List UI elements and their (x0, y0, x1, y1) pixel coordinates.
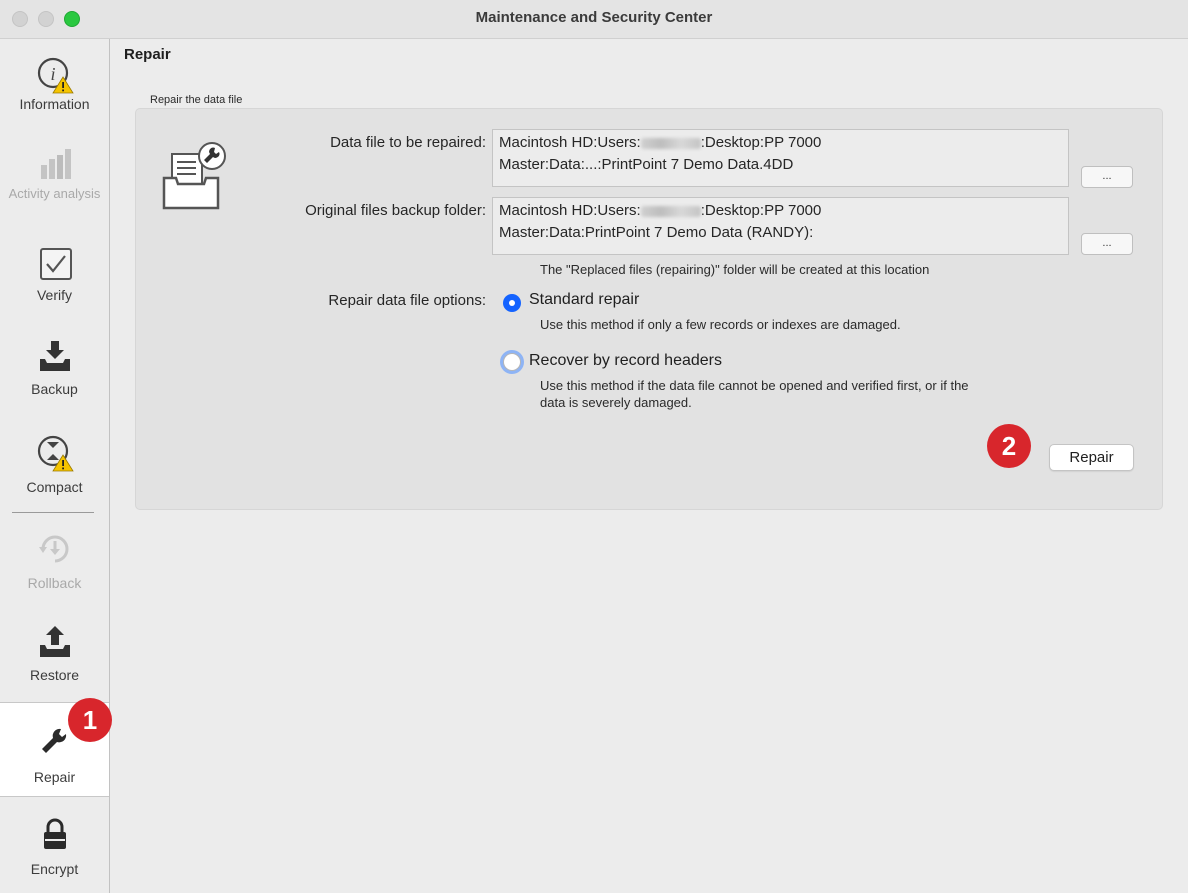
section-title: Repair (124, 46, 171, 63)
sidebar-item-backup[interactable] (0, 337, 109, 397)
repair-options-label: Repair data file options: (328, 292, 486, 309)
information-warning-icon (35, 55, 75, 95)
sidebar-item-encrypt[interactable] (0, 817, 109, 877)
sidebar-item-rollback (0, 529, 109, 591)
record-headers-desc-line1: Use this method if the data file cannot be opened and verified first, or if the (540, 378, 969, 393)
sidebar-item-label: Rollback (27, 575, 82, 591)
record-headers-desc-line2: data is severely damaged. (540, 395, 692, 410)
step-1-callout: 1 (68, 698, 112, 742)
sidebar-item-activity-analysis (0, 147, 109, 202)
group-label: Repair the data file (150, 94, 243, 106)
sidebar-item-verify[interactable] (0, 245, 109, 303)
backup-folder-label: Original files backup folder: (305, 202, 486, 219)
sidebar-item-label: Activity analysis (8, 186, 101, 201)
record-headers-description (540, 377, 969, 411)
title-bar (0, 0, 1188, 39)
lock-icon (35, 817, 75, 853)
redacted-username (641, 206, 701, 217)
browse-backup-folder-button[interactable]: ... (1081, 233, 1133, 255)
repair-button[interactable]: Repair (1049, 444, 1134, 471)
window-title: Maintenance and Security Center (475, 9, 713, 26)
rollback-clock-icon (35, 529, 75, 569)
restore-tray-icon (35, 623, 75, 663)
redacted-username (641, 138, 701, 149)
data-file-label: Data file to be repaired: (330, 134, 486, 151)
sidebar (0, 39, 110, 893)
path-line1-prefix: Macintosh HD:Users: (499, 202, 641, 219)
path-line1-suffix: :Desktop:PP 7000 (700, 134, 822, 151)
data-file-path (492, 129, 1069, 187)
standard-repair-radio[interactable] (503, 294, 521, 312)
sidebar-item-label: Backup (31, 381, 78, 397)
sidebar-item-label: Compact (26, 479, 83, 495)
step-2-callout: 2 (987, 424, 1031, 468)
sidebar-item-label: Restore (29, 667, 80, 683)
bar-chart-icon (35, 147, 75, 181)
sidebar-item-label: Verify (36, 287, 72, 303)
backup-folder-note: The "Replaced files (repairing)" folder will be created at this location (540, 262, 930, 277)
svg-text:i: i (49, 64, 56, 84)
standard-repair-label[interactable]: Standard repair (529, 291, 640, 308)
path-line1-suffix: :Desktop:PP 7000 (700, 202, 822, 219)
browse-data-file-button[interactable]: ... (1081, 166, 1133, 188)
sidebar-item-compact[interactable] (0, 433, 109, 495)
sidebar-item-label: Repair (33, 769, 76, 785)
record-headers-label[interactable]: Recover by record headers (529, 352, 722, 369)
record-headers-radio[interactable] (503, 353, 521, 371)
backup-tray-icon (35, 337, 75, 375)
sidebar-divider (12, 512, 94, 513)
sidebar-item-restore[interactable] (0, 623, 109, 683)
sidebar-item-label: Information (19, 96, 90, 112)
repair-document-icon (160, 140, 230, 212)
path-line2: Master:Data:...:PrintPoint 7 Demo Data.4DD (499, 156, 794, 173)
backup-folder-path (492, 197, 1069, 255)
path-line1-prefix: Macintosh HD:Users: (499, 134, 641, 151)
sidebar-item-information[interactable] (0, 55, 109, 112)
sidebar-item-label: Encrypt (30, 861, 79, 877)
path-line2: Master:Data:PrintPoint 7 Demo Data (RANDY): (499, 224, 814, 241)
standard-repair-description: Use this method if only a few records or indexes are damaged. (540, 317, 901, 332)
checkbox-icon (35, 245, 75, 283)
compact-warning-icon (35, 433, 75, 473)
